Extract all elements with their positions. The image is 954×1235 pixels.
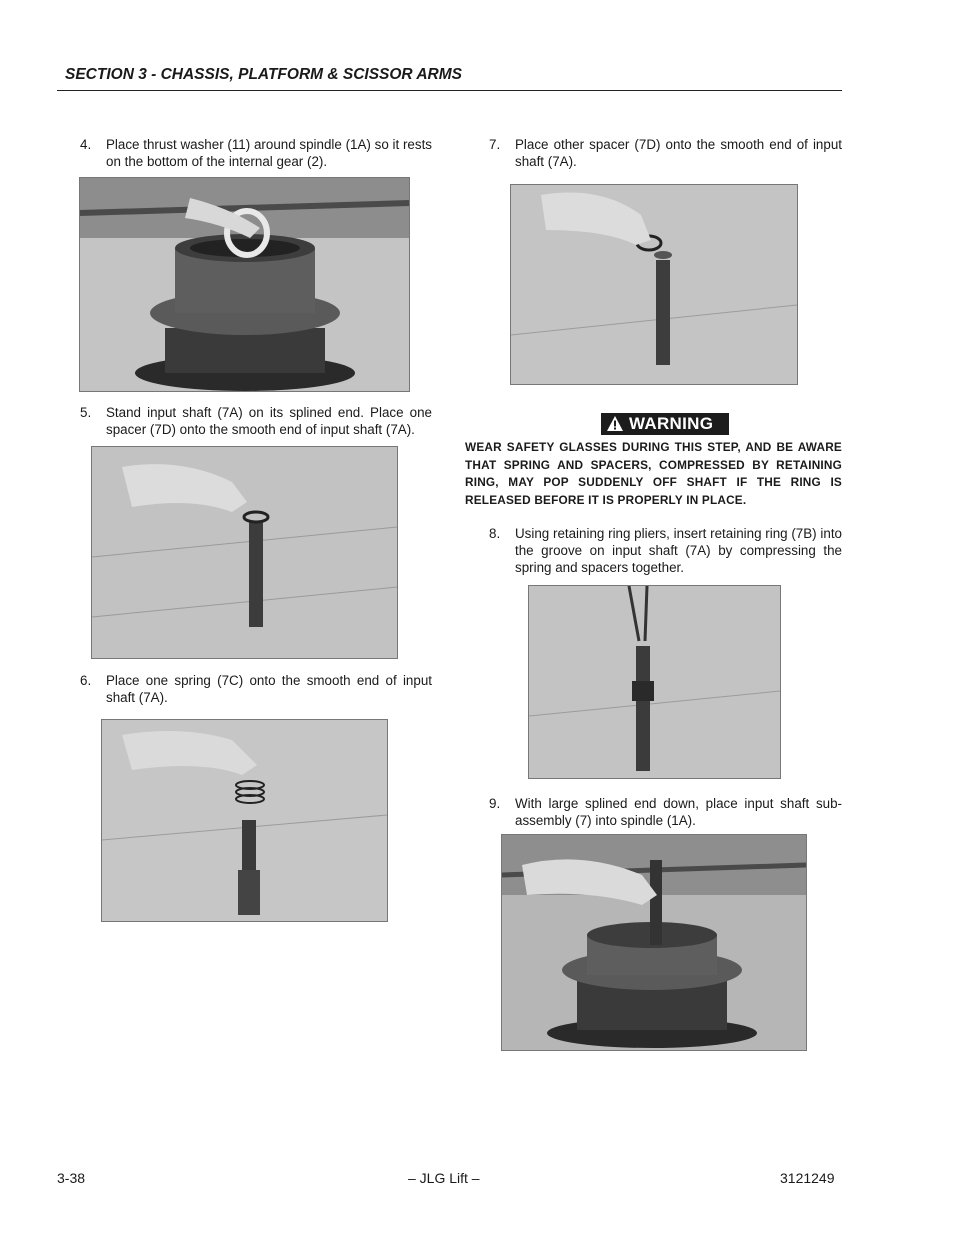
step-number: 5. [80,405,92,420]
footer-page-number: 3-38 [57,1170,86,1186]
footer-center: – JLG Lift – [408,1170,480,1186]
footer-doc-number: 3121249 [780,1170,835,1186]
photo-other-spacer [510,184,798,385]
warning-triangle-icon [606,415,624,432]
photo-retaining-ring-pliers [528,585,781,779]
step-text: Stand input shaft (7A) on its splined end. Place one spacer (7D) onto the smooth end of input shaft (7A). [106,405,432,437]
step-text: Place thrust washer (11) around spindle (1A) so it rests on the bottom of the internal gear (2). [106,137,432,169]
warning-text: WEAR SAFETY GLASSES DURING THIS STEP, AND BE AWARE THAT SPRING AND SPACERS, COMPRESSED BY RETAINING RING, MAY POP SUDDENLY OFF SHAFT IF THE RING IS RELEASED BEFORE IT IS PROPERLY IN PLACE. [465,440,842,507]
step-text: Using retaining ring pliers, insert retaining ring (7B) into the groove on input shaft (7A) by compressing the spring and spacers together. [515,526,842,575]
step-text: With large splined end down, place input shaft sub-assembly (7) into spindle (1A). [515,796,842,828]
step-8 [489,525,842,576]
step-number: 6. [80,673,92,688]
warning-label: WARNING [629,414,714,433]
step-number: 7. [489,137,501,152]
photo-thrust-washer-spindle [79,177,410,392]
step-9 [489,795,842,829]
step-text: Place other spacer (7D) onto the smooth end of input shaft (7A). [515,137,842,169]
step-7 [489,136,842,170]
step-number: 9. [489,796,501,811]
warning-badge [601,413,729,435]
photo-shaft-into-spindle [501,834,807,1051]
photo-spring-on-shaft [101,719,388,922]
step-6 [80,672,432,706]
step-number: 4. [80,137,92,152]
page-header-title: SECTION 3 - CHASSIS, PLATFORM & SCISSOR ARMS [65,66,462,83]
step-4 [80,136,432,170]
photo-input-shaft-spacer [91,446,398,659]
step-5 [80,404,432,438]
header-rule [57,90,842,91]
step-text: Place one spring (7C) onto the smooth end of input shaft (7A). [106,673,432,705]
step-number: 8. [489,526,501,541]
